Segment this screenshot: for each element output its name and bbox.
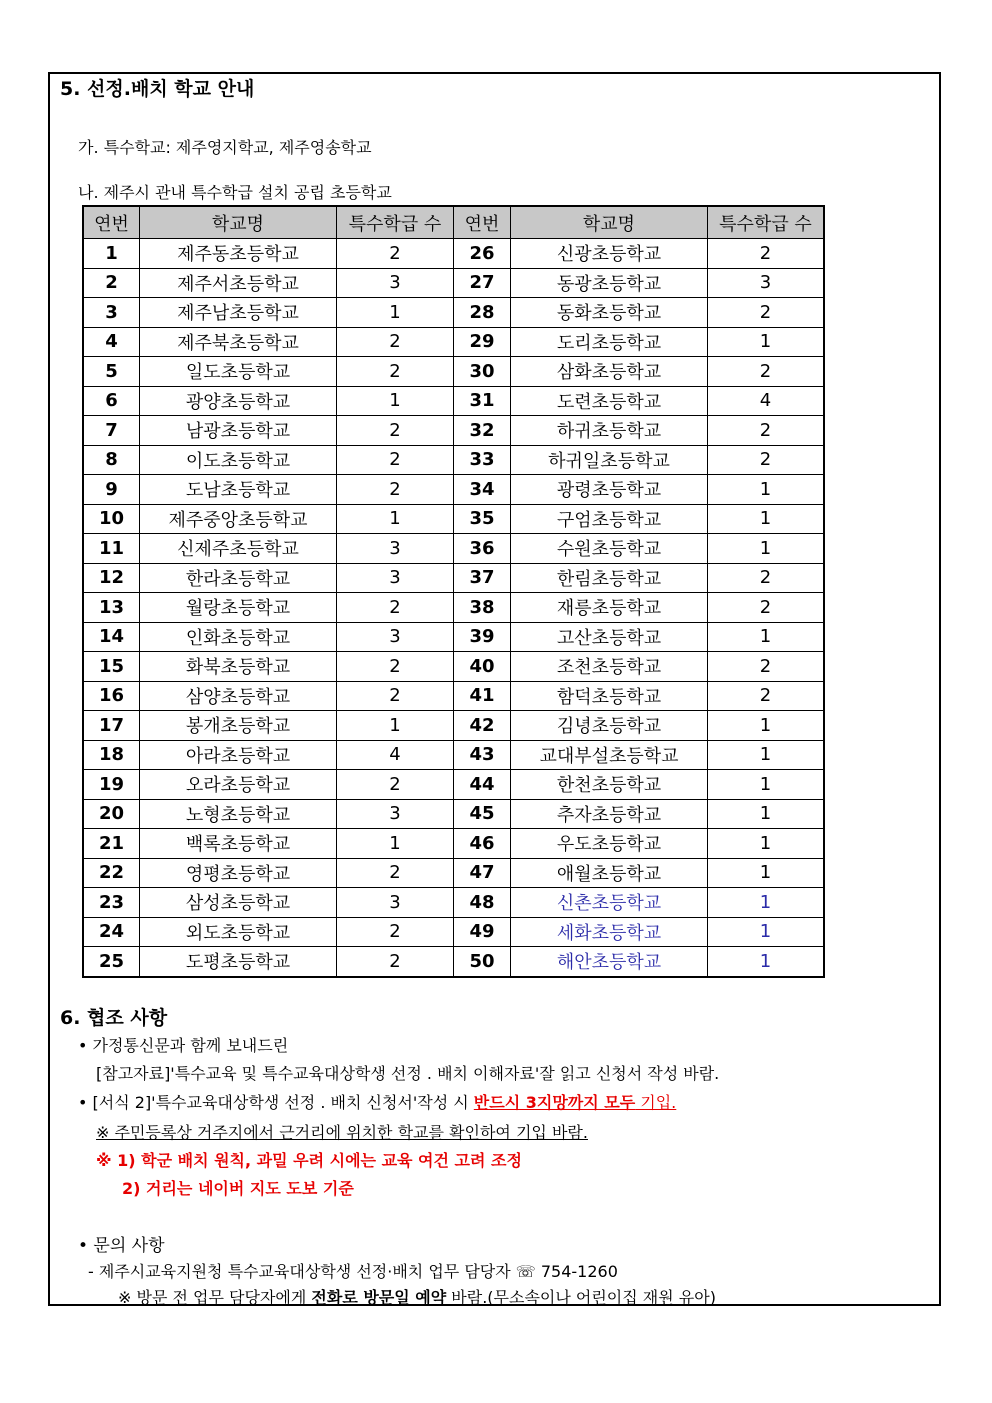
table-row (83, 445, 824, 475)
special-schools-line: 가. 특수학교: 제주영지학교, 제주영송학교 (78, 138, 372, 157)
table-row (83, 770, 824, 800)
school-table (82, 205, 825, 978)
class-count: 1 (708, 917, 825, 947)
school-name: 삼성초등학교 (140, 888, 337, 918)
class-count: 1 (708, 534, 825, 564)
school-name: 도리초등학교 (511, 327, 708, 357)
row-no: 2 (83, 268, 140, 298)
school-name: 동광초등학교 (511, 268, 708, 298)
class-count: 1 (708, 740, 825, 770)
class-count: 2 (337, 475, 454, 505)
table-row (83, 475, 824, 505)
school-name: 하귀일초등학교 (511, 445, 708, 475)
row-no: 42 (454, 711, 511, 741)
school-name: 광양초등학교 (140, 386, 337, 416)
class-count: 1 (337, 386, 454, 416)
row-no: 31 (454, 386, 511, 416)
class-count: 3 (337, 268, 454, 298)
table-row (83, 357, 824, 387)
class-count: 1 (337, 504, 454, 534)
table-row (83, 740, 824, 770)
class-count: 1 (708, 888, 825, 918)
class-count: 2 (337, 917, 454, 947)
class-count: 2 (337, 357, 454, 387)
row-no: 22 (83, 858, 140, 888)
row-no: 11 (83, 534, 140, 564)
row-no: 49 (454, 917, 511, 947)
inquiry-contact: - 제주시교육지원청 특수교육대상학생 선정·배치 업무 담당자 ☏ 754-1260 (88, 1262, 618, 1281)
school-name: 재릉초등학교 (511, 593, 708, 623)
table-row (83, 652, 824, 682)
school-name: 이도초등학교 (140, 445, 337, 475)
row-no: 15 (83, 652, 140, 682)
school-name: 한천초등학교 (511, 770, 708, 800)
class-count: 3 (337, 563, 454, 593)
bullet-2-prefix: • [서식 2]'특수교육대상학생 선정 . 배치 신청서'작성 시 (78, 1093, 474, 1112)
row-no: 48 (454, 888, 511, 918)
school-name: 조천초등학교 (511, 652, 708, 682)
row-no: 30 (454, 357, 511, 387)
school-name: 함덕초등학교 (511, 681, 708, 711)
class-count: 1 (708, 770, 825, 800)
elementary-schools-caption: 나. 제주시 관내 특수학급 설치 공립 초등학교 (78, 183, 392, 202)
class-count: 2 (708, 239, 825, 269)
school-name: 동화초등학교 (511, 298, 708, 328)
class-count: 1 (708, 327, 825, 357)
class-count: 1 (708, 504, 825, 534)
class-count: 2 (337, 445, 454, 475)
row-no: 38 (454, 593, 511, 623)
school-name: 남광초등학교 (140, 416, 337, 446)
table-row (83, 858, 824, 888)
school-name: 도평초등학교 (140, 947, 337, 977)
row-no: 14 (83, 622, 140, 652)
row-no: 44 (454, 770, 511, 800)
class-count: 2 (708, 681, 825, 711)
table-row (83, 239, 824, 269)
school-name: 도남초등학교 (140, 475, 337, 505)
class-count: 2 (337, 681, 454, 711)
row-no: 26 (454, 239, 511, 269)
row-no: 7 (83, 416, 140, 446)
row-no: 13 (83, 593, 140, 623)
school-name: 화북초등학교 (140, 652, 337, 682)
class-count: 2 (708, 445, 825, 475)
school-name: 해안초등학교 (511, 947, 708, 977)
header-class-count: 특수학급 수 (337, 206, 454, 239)
table-row (83, 298, 824, 328)
school-name: 삼양초등학교 (140, 681, 337, 711)
table-row (83, 504, 824, 534)
table-row (83, 563, 824, 593)
class-count: 2 (708, 563, 825, 593)
row-no: 43 (454, 740, 511, 770)
school-name: 우도초등학교 (511, 829, 708, 859)
class-count: 2 (708, 416, 825, 446)
row-no: 25 (83, 947, 140, 977)
row-no: 19 (83, 770, 140, 800)
school-name: 김녕초등학교 (511, 711, 708, 741)
school-name: 제주서초등학교 (140, 268, 337, 298)
row-no: 47 (454, 858, 511, 888)
row-no: 6 (83, 386, 140, 416)
row-no: 5 (83, 357, 140, 387)
class-count: 2 (337, 327, 454, 357)
class-count: 3 (337, 622, 454, 652)
school-name: 제주중앙초등학교 (140, 504, 337, 534)
school-name: 백록초등학교 (140, 829, 337, 859)
row-no: 33 (454, 445, 511, 475)
school-name: 광령초등학교 (511, 475, 708, 505)
class-count: 2 (337, 947, 454, 977)
row-no: 41 (454, 681, 511, 711)
table-row (83, 622, 824, 652)
class-count: 1 (708, 711, 825, 741)
row-no: 50 (454, 947, 511, 977)
school-name: 도련초등학교 (511, 386, 708, 416)
school-name: 봉개초등학교 (140, 711, 337, 741)
section-5-title: 5. 선정.배치 학교 안내 (60, 78, 255, 100)
bullet-2-suffix: 기입. (635, 1093, 677, 1112)
bullet-2 (78, 1090, 676, 1113)
class-count: 1 (708, 799, 825, 829)
inquiry-note (118, 1285, 716, 1308)
row-no: 9 (83, 475, 140, 505)
school-name: 한라초등학교 (140, 563, 337, 593)
school-name: 외도초등학교 (140, 917, 337, 947)
class-count: 2 (708, 357, 825, 387)
school-name: 신제주초등학교 (140, 534, 337, 564)
school-name: 월랑초등학교 (140, 593, 337, 623)
class-count: 2 (708, 593, 825, 623)
class-count: 2 (708, 652, 825, 682)
header-school: 학교명 (511, 206, 708, 239)
section-6-title: 6. 협조 사항 (60, 1007, 168, 1029)
header-class-count: 특수학급 수 (708, 206, 825, 239)
table-row (83, 386, 824, 416)
school-name: 인화초등학교 (140, 622, 337, 652)
note-1: ※ 주민등록상 거주지에서 근거리에 위치한 학교를 확인하여 기입 바람. (96, 1123, 588, 1142)
row-no: 40 (454, 652, 511, 682)
class-count: 3 (337, 534, 454, 564)
row-no: 28 (454, 298, 511, 328)
table-row (83, 947, 824, 977)
table-row (83, 711, 824, 741)
school-name: 한림초등학교 (511, 563, 708, 593)
school-name: 제주동초등학교 (140, 239, 337, 269)
table-row (83, 534, 824, 564)
bullet-1-line-1: • 가정통신문과 함께 보내드린 (78, 1036, 289, 1055)
school-name: 하귀초등학교 (511, 416, 708, 446)
school-name: 제주남초등학교 (140, 298, 337, 328)
class-count: 2 (337, 593, 454, 623)
inquiry-note-suffix: 바람.(무소속이나 어린이집 재원 유아) (446, 1288, 716, 1307)
row-no: 20 (83, 799, 140, 829)
class-count: 2 (337, 858, 454, 888)
class-count: 3 (337, 799, 454, 829)
class-count: 1 (337, 829, 454, 859)
note-3: 2) 거리는 네이버 지도 도보 기준 (122, 1179, 354, 1198)
school-name: 노형초등학교 (140, 799, 337, 829)
class-count: 1 (708, 858, 825, 888)
inquiry-title: • 문의 사항 (78, 1236, 165, 1256)
class-count: 4 (708, 386, 825, 416)
class-count: 3 (337, 888, 454, 918)
row-no: 4 (83, 327, 140, 357)
row-no: 37 (454, 563, 511, 593)
table-header-row (83, 206, 824, 239)
bullet-1-line-2: [참고자료]'특수교육 및 특수교육대상학생 선정 . 배치 이해자료'잘 읽고 신청서 작성 바람. (96, 1064, 720, 1083)
inquiry-note-prefix: ※ 방문 전 업무 담당자에게 (118, 1288, 312, 1307)
class-count: 2 (337, 416, 454, 446)
class-count: 2 (337, 239, 454, 269)
class-count: 1 (337, 298, 454, 328)
row-no: 36 (454, 534, 511, 564)
row-no: 46 (454, 829, 511, 859)
row-no: 23 (83, 888, 140, 918)
school-name: 세화초등학교 (511, 917, 708, 947)
table-row (83, 799, 824, 829)
class-count: 2 (337, 652, 454, 682)
school-name: 영평초등학교 (140, 858, 337, 888)
school-name: 추자초등학교 (511, 799, 708, 829)
table-row (83, 327, 824, 357)
row-no: 24 (83, 917, 140, 947)
school-name: 신촌초등학교 (511, 888, 708, 918)
school-name: 일도초등학교 (140, 357, 337, 387)
row-no: 21 (83, 829, 140, 859)
class-count: 1 (708, 829, 825, 859)
row-no: 16 (83, 681, 140, 711)
row-no: 18 (83, 740, 140, 770)
class-count: 1 (708, 475, 825, 505)
row-no: 39 (454, 622, 511, 652)
table-row (83, 416, 824, 446)
inquiry-note-emphasis: 전화로 방문일 예약 (311, 1288, 447, 1307)
school-name: 신광초등학교 (511, 239, 708, 269)
row-no: 10 (83, 504, 140, 534)
header-school: 학교명 (140, 206, 337, 239)
row-no: 29 (454, 327, 511, 357)
class-count: 4 (337, 740, 454, 770)
class-count: 1 (708, 947, 825, 977)
school-name: 아라초등학교 (140, 740, 337, 770)
row-no: 8 (83, 445, 140, 475)
header-no: 연번 (83, 206, 140, 239)
row-no: 45 (454, 799, 511, 829)
school-name: 고산초등학교 (511, 622, 708, 652)
note-2: ※ 1) 학군 배치 원칙, 과밀 우려 시에는 교육 여건 고려 조정 (96, 1151, 522, 1170)
header-no: 연번 (454, 206, 511, 239)
class-count: 2 (708, 298, 825, 328)
row-no: 1 (83, 239, 140, 269)
row-no: 27 (454, 268, 511, 298)
class-count: 1 (708, 622, 825, 652)
table-row (83, 681, 824, 711)
row-no: 3 (83, 298, 140, 328)
class-count: 3 (708, 268, 825, 298)
class-count: 2 (337, 770, 454, 800)
bullet-2-emphasis: 반드시 3지망까지 모두 (473, 1093, 636, 1112)
school-name: 삼화초등학교 (511, 357, 708, 387)
table-row (83, 268, 824, 298)
school-name: 수원초등학교 (511, 534, 708, 564)
row-no: 32 (454, 416, 511, 446)
class-count: 1 (337, 711, 454, 741)
school-name: 구엄초등학교 (511, 504, 708, 534)
row-no: 34 (454, 475, 511, 505)
table-row (83, 593, 824, 623)
table-row (83, 888, 824, 918)
table-row (83, 917, 824, 947)
school-name: 교대부설초등학교 (511, 740, 708, 770)
row-no: 12 (83, 563, 140, 593)
row-no: 35 (454, 504, 511, 534)
row-no: 17 (83, 711, 140, 741)
table-row (83, 829, 824, 859)
school-name: 오라초등학교 (140, 770, 337, 800)
school-name: 애월초등학교 (511, 858, 708, 888)
school-name: 제주북초등학교 (140, 327, 337, 357)
